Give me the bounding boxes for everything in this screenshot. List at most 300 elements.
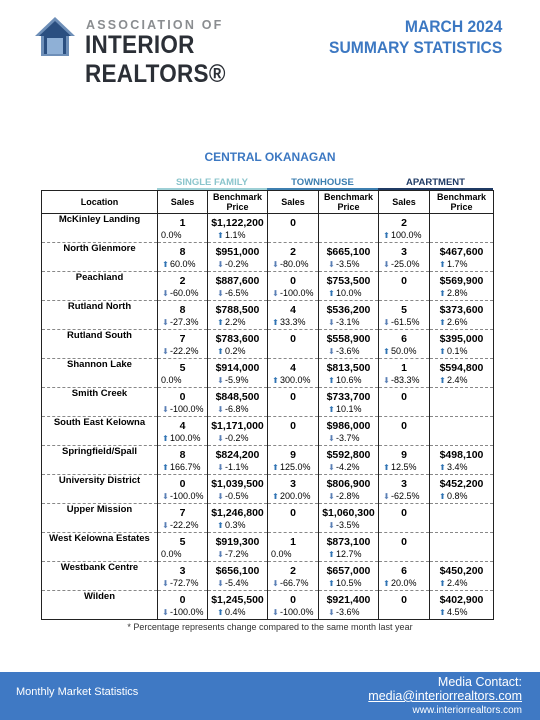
media-contact-email-link[interactable]: media@interiorrealtors.com	[368, 689, 522, 703]
benchmark-price-cell	[319, 301, 379, 330]
change-value	[430, 578, 493, 589]
benchmark-price-cell	[208, 272, 268, 301]
location-name: Rutland South	[42, 330, 158, 359]
sales-cell	[268, 591, 319, 620]
arrow-down-icon: ⬇	[383, 492, 390, 501]
change-value	[268, 462, 318, 473]
arrow-up-icon: ⬆	[328, 289, 335, 298]
change-text: 12.7%	[336, 549, 362, 559]
change-value	[430, 346, 493, 357]
change-text: -100.0%	[280, 288, 314, 298]
sales-value: 0	[401, 594, 407, 606]
footer-bar	[0, 672, 540, 720]
arrow-down-icon: ⬇	[217, 463, 224, 472]
benchmark-price-value: $824,200	[215, 449, 260, 461]
change-value	[268, 607, 318, 618]
benchmark-price-value: $558,900	[326, 333, 371, 345]
change-value	[319, 549, 378, 560]
change-text: 0.0%	[161, 230, 182, 240]
change-value	[319, 404, 378, 415]
change-value	[208, 375, 267, 386]
sales-cell	[268, 243, 319, 272]
change-text: 10.5%	[336, 578, 362, 588]
change-value	[158, 346, 207, 357]
arrow-up-icon: ⬆	[439, 318, 446, 327]
change-text: -3.1%	[336, 317, 360, 327]
benchmark-price-value: $921,400	[326, 594, 371, 606]
change-text: 10.0%	[336, 288, 362, 298]
change-text: -22.2%	[170, 346, 199, 356]
footer-label: Monthly Market Statistics	[16, 686, 139, 698]
sales-value: 5	[179, 362, 186, 374]
change-text: -62.5%	[391, 491, 420, 501]
table-row	[42, 359, 494, 388]
arrow-up-icon: ⬆	[383, 231, 390, 240]
benchmark-price-value	[430, 391, 493, 404]
footnote: * Percentage represents change compared to the same month last year	[127, 622, 413, 632]
arrow-down-icon: ⬇	[217, 376, 224, 385]
change-text: -3.7%	[336, 433, 360, 443]
arrow-up-icon: ⬆	[439, 376, 446, 385]
table-row	[42, 243, 494, 272]
change-value	[268, 491, 318, 502]
benchmark-price-cell	[208, 243, 268, 272]
column-header-sales: Sales	[379, 191, 430, 214]
change-value	[430, 375, 493, 386]
arrow-down-icon: ⬇	[217, 579, 224, 588]
arrow-up-icon: ⬆	[439, 608, 446, 617]
change-value	[319, 462, 378, 473]
change-text: 0.8%	[447, 491, 468, 501]
sales-value: 0	[290, 594, 296, 606]
sales-value: 2	[290, 565, 296, 577]
benchmark-price-value: $592,800	[326, 449, 371, 461]
benchmark-price-value: $450,200	[439, 565, 484, 577]
arrow-up-icon: ⬆	[439, 260, 446, 269]
change-value	[379, 230, 429, 241]
sales-value: 3	[179, 565, 186, 577]
change-text: 3.4%	[447, 462, 468, 472]
location-name: Springfield/Spall	[42, 446, 158, 475]
change-value	[319, 259, 378, 270]
report-title-month: MARCH 2024	[404, 17, 502, 36]
change-value	[430, 259, 493, 270]
change-text: 0.0%	[161, 375, 182, 385]
arrow-down-icon: ⬇	[383, 376, 390, 385]
change-text: -1.1%	[225, 462, 249, 472]
benchmark-price-value: $656,100	[215, 565, 260, 577]
change-text: -83.3%	[391, 375, 420, 385]
benchmark-price-cell	[430, 359, 494, 388]
change-text: -4.2%	[336, 462, 360, 472]
change-value	[379, 375, 429, 386]
benchmark-price-cell	[430, 591, 494, 620]
sales-cell	[379, 591, 430, 620]
logo-text-main: INTERIOR REALTORS®	[85, 31, 226, 88]
sales-value: 0	[401, 391, 407, 403]
change-value	[208, 288, 267, 299]
change-value	[268, 259, 318, 270]
arrow-down-icon: ⬇	[272, 608, 279, 617]
benchmark-price-value: $873,100	[326, 536, 371, 548]
sales-value: 2	[401, 217, 407, 229]
table-header-row	[42, 191, 494, 214]
change-text: -6.5%	[225, 288, 249, 298]
sales-cell	[158, 446, 208, 475]
change-value	[319, 433, 378, 444]
change-value	[208, 520, 267, 531]
arrow-down-icon: ⬇	[328, 492, 335, 501]
sales-value: 1	[290, 536, 296, 548]
arrow-up-icon: ⬆	[439, 463, 446, 472]
arrow-down-icon: ⬇	[162, 289, 169, 298]
location-name: Wilden	[42, 591, 158, 620]
change-value	[158, 230, 207, 241]
benchmark-price-value	[430, 217, 493, 230]
arrow-down-icon: ⬇	[328, 434, 335, 443]
benchmark-price-value: $373,600	[439, 304, 484, 316]
sales-cell	[379, 272, 430, 301]
benchmark-price-cell	[430, 330, 494, 359]
benchmark-price-cell	[319, 272, 379, 301]
statistics-table	[41, 190, 494, 620]
change-text: 0.0%	[161, 549, 182, 559]
arrow-up-icon: ⬆	[328, 405, 335, 414]
sales-cell	[158, 417, 208, 446]
change-value	[158, 404, 207, 415]
change-value	[379, 520, 429, 531]
arrow-up-icon: ⬆	[162, 434, 169, 443]
benchmark-price-value: $1,171,000	[211, 420, 264, 432]
sales-value: 3	[290, 478, 296, 490]
benchmark-price-cell	[319, 359, 379, 388]
change-text: -2.8%	[336, 491, 360, 501]
change-value	[158, 578, 207, 589]
benchmark-price-value: $657,000	[326, 565, 371, 577]
change-value	[158, 433, 207, 444]
change-text: 60.0%	[170, 259, 196, 269]
change-text: -0.2%	[225, 433, 249, 443]
benchmark-price-cell	[208, 591, 268, 620]
benchmark-price-value	[319, 217, 378, 230]
change-value	[379, 433, 429, 444]
change-value	[379, 607, 429, 618]
sales-cell	[158, 562, 208, 591]
benchmark-price-cell	[430, 301, 494, 330]
change-value	[268, 288, 318, 299]
benchmark-price-value: $1,246,800	[211, 507, 264, 519]
change-value	[208, 346, 267, 357]
table-row	[42, 446, 494, 475]
benchmark-price-cell	[319, 330, 379, 359]
benchmark-price-cell	[430, 446, 494, 475]
benchmark-price-cell	[208, 388, 268, 417]
sales-cell	[158, 243, 208, 272]
benchmark-price-value	[430, 536, 493, 549]
arrow-up-icon: ⬆	[217, 608, 224, 617]
change-value	[208, 491, 267, 502]
change-text: -7.2%	[225, 549, 249, 559]
change-text: 1.1%	[225, 230, 246, 240]
change-value	[268, 317, 318, 328]
sales-value: 8	[179, 246, 186, 258]
arrow-down-icon: ⬇	[162, 318, 169, 327]
change-text: 0.2%	[225, 346, 246, 356]
benchmark-price-value: $788,500	[215, 304, 260, 316]
change-text: 166.7%	[170, 462, 201, 472]
change-text: 0.3%	[225, 520, 246, 530]
benchmark-price-cell	[319, 243, 379, 272]
sales-value: 0	[290, 333, 296, 345]
report-title-subtitle: SUMMARY STATISTICS	[328, 38, 502, 57]
sales-cell	[158, 533, 208, 562]
arrow-down-icon: ⬇	[328, 608, 335, 617]
sales-value: 4	[179, 420, 186, 432]
change-text: -6.8%	[225, 404, 249, 414]
change-value	[430, 230, 493, 241]
arrow-up-icon: ⬆	[328, 579, 335, 588]
benchmark-price-cell	[319, 214, 379, 243]
arrow-up-icon: ⬆	[217, 318, 224, 327]
sales-value: 0	[179, 594, 186, 606]
benchmark-price-value: $452,200	[439, 478, 484, 490]
change-text: -100.0%	[170, 491, 204, 501]
sales-value: 8	[179, 304, 186, 316]
sales-cell	[268, 388, 319, 417]
benchmark-price-value: $919,300	[215, 536, 260, 548]
change-value	[268, 230, 318, 241]
benchmark-price-value: $733,700	[326, 391, 371, 403]
arrow-down-icon: ⬇	[162, 405, 169, 414]
change-value	[430, 491, 493, 502]
change-value	[430, 404, 493, 415]
sales-cell	[379, 475, 430, 504]
sales-value: 9	[290, 449, 296, 461]
sales-value: 5	[179, 536, 186, 548]
change-value	[208, 317, 267, 328]
sales-value: 8	[179, 449, 186, 461]
column-header-benchmark: Benchmark Price	[208, 191, 268, 214]
sales-value: 6	[401, 565, 407, 577]
table-row	[42, 330, 494, 359]
arrow-up-icon: ⬆	[217, 521, 224, 530]
sales-cell	[158, 214, 208, 243]
benchmark-price-cell	[319, 388, 379, 417]
report-title	[329, 16, 502, 58]
location-name: Rutland North	[42, 301, 158, 330]
sales-value: 0	[401, 420, 407, 432]
sales-cell	[268, 562, 319, 591]
change-text: -5.9%	[225, 375, 249, 385]
change-value	[379, 288, 429, 299]
change-text: 0.4%	[225, 607, 246, 617]
benchmark-price-cell	[430, 475, 494, 504]
change-text: -72.7%	[170, 578, 199, 588]
group-apartment: APARTMENT	[406, 177, 465, 188]
change-text: 4.5%	[447, 607, 468, 617]
arrow-down-icon: ⬇	[328, 463, 335, 472]
sales-value: 0	[401, 536, 407, 548]
benchmark-price-value: $1,122,200	[211, 217, 264, 229]
arrow-down-icon: ⬇	[328, 347, 335, 356]
sales-cell	[379, 359, 430, 388]
change-value	[268, 578, 318, 589]
change-text: -5.4%	[225, 578, 249, 588]
arrow-down-icon: ⬇	[272, 260, 279, 269]
sales-cell	[379, 388, 430, 417]
change-text: 20.0%	[391, 578, 417, 588]
benchmark-price-cell	[208, 330, 268, 359]
change-value	[430, 433, 493, 444]
benchmark-price-cell	[319, 533, 379, 562]
change-value	[379, 404, 429, 415]
benchmark-price-cell	[430, 504, 494, 533]
sales-value: 4	[290, 304, 296, 316]
sales-cell	[268, 301, 319, 330]
sales-cell	[268, 475, 319, 504]
sales-cell	[379, 504, 430, 533]
benchmark-price-cell	[208, 533, 268, 562]
change-text: 2.4%	[447, 375, 468, 385]
benchmark-price-value	[430, 420, 493, 433]
column-header-location: Location	[42, 191, 158, 214]
benchmark-price-value: $536,200	[326, 304, 371, 316]
change-value	[379, 491, 429, 502]
table-row	[42, 504, 494, 533]
arrow-up-icon: ⬆	[439, 347, 446, 356]
arrow-down-icon: ⬇	[328, 521, 335, 530]
sales-value: 1	[401, 362, 407, 374]
location-name: Shannon Lake	[42, 359, 158, 388]
arrow-up-icon: ⬆	[328, 550, 335, 559]
change-text: -100.0%	[280, 607, 314, 617]
benchmark-price-value: $914,000	[215, 362, 260, 374]
change-value	[208, 607, 267, 618]
column-header-sales: Sales	[268, 191, 319, 214]
arrow-down-icon: ⬇	[272, 289, 279, 298]
benchmark-price-value: $467,600	[439, 246, 484, 258]
arrow-down-icon: ⬇	[383, 260, 390, 269]
benchmark-price-value: $395,000	[439, 333, 484, 345]
sales-value: 3	[401, 246, 407, 258]
change-value	[158, 259, 207, 270]
change-value	[319, 375, 378, 386]
association-logo	[32, 14, 332, 88]
change-value	[379, 317, 429, 328]
arrow-up-icon: ⬆	[162, 260, 169, 269]
arrow-down-icon: ⬇	[217, 492, 224, 501]
arrow-up-icon: ⬆	[272, 376, 279, 385]
change-value	[158, 288, 207, 299]
arrow-up-icon: ⬆	[217, 231, 224, 240]
arrow-down-icon: ⬇	[162, 347, 169, 356]
benchmark-price-cell	[430, 562, 494, 591]
sales-value: 6	[401, 333, 407, 345]
change-value	[379, 346, 429, 357]
sales-cell	[268, 417, 319, 446]
change-value	[319, 288, 378, 299]
change-text: -0.5%	[225, 491, 249, 501]
sales-value: 0	[401, 507, 407, 519]
arrow-down-icon: ⬇	[217, 550, 224, 559]
media-contact-label: Media Contact:	[437, 675, 522, 689]
arrow-down-icon: ⬇	[162, 521, 169, 530]
location-name: South East Kelowna	[42, 417, 158, 446]
benchmark-price-value: $806,900	[326, 478, 371, 490]
arrow-up-icon: ⬆	[439, 289, 446, 298]
benchmark-price-value: $813,500	[326, 362, 371, 374]
arrow-up-icon: ⬆	[383, 579, 390, 588]
change-value	[319, 578, 378, 589]
benchmark-price-value	[430, 507, 493, 520]
change-value	[158, 375, 207, 386]
change-text: 0.0%	[271, 549, 292, 559]
change-text: 1.7%	[447, 259, 468, 269]
benchmark-price-value: $569,900	[439, 275, 484, 287]
benchmark-price-cell	[430, 388, 494, 417]
change-value	[379, 462, 429, 473]
column-header-benchmark: Benchmark Price	[430, 191, 494, 214]
change-value	[208, 462, 267, 473]
arrow-down-icon: ⬇	[217, 260, 224, 269]
sales-cell	[158, 591, 208, 620]
benchmark-price-value: $594,800	[439, 362, 484, 374]
column-header-benchmark: Benchmark Price	[319, 191, 379, 214]
change-text: 2.4%	[447, 578, 468, 588]
sales-cell	[268, 504, 319, 533]
change-text: -100.0%	[170, 404, 204, 414]
benchmark-price-cell	[208, 475, 268, 504]
group-single-family: SINGLE FAMILY	[176, 177, 248, 188]
website-link[interactable]: www.interiorrealtors.com	[412, 705, 522, 716]
change-text: 100.0%	[391, 230, 422, 240]
change-value	[268, 433, 318, 444]
benchmark-price-cell	[430, 272, 494, 301]
location-name: Upper Mission	[42, 504, 158, 533]
sales-cell	[268, 533, 319, 562]
change-text: 100.0%	[170, 433, 201, 443]
table-row	[42, 417, 494, 446]
change-value	[268, 549, 318, 560]
logo-text-top: ASSOCIATION OF	[86, 18, 224, 32]
change-text: 0.1%	[447, 346, 468, 356]
sales-cell	[379, 214, 430, 243]
change-value	[268, 375, 318, 386]
change-text: 2.2%	[225, 317, 246, 327]
benchmark-price-cell	[208, 504, 268, 533]
location-name: North Glenmore	[42, 243, 158, 272]
sales-value: 2	[290, 246, 296, 258]
change-value	[208, 578, 267, 589]
sales-cell	[379, 301, 430, 330]
change-value	[208, 230, 267, 241]
benchmark-price-value: $402,900	[439, 594, 484, 606]
sales-value: 0	[179, 391, 186, 403]
arrow-up-icon: ⬆	[272, 492, 279, 501]
column-header-sales: Sales	[158, 191, 208, 214]
arrow-up-icon: ⬆	[383, 347, 390, 356]
change-text: 300.0%	[280, 375, 311, 385]
change-value	[430, 549, 493, 560]
sales-cell	[158, 475, 208, 504]
change-value	[430, 462, 493, 473]
benchmark-price-cell	[319, 504, 379, 533]
change-text: -100.0%	[170, 607, 204, 617]
sales-cell	[379, 330, 430, 359]
arrow-up-icon: ⬆	[162, 463, 169, 472]
arrow-up-icon: ⬆	[328, 376, 335, 385]
group-townhouse: TOWNHOUSE	[291, 177, 354, 188]
